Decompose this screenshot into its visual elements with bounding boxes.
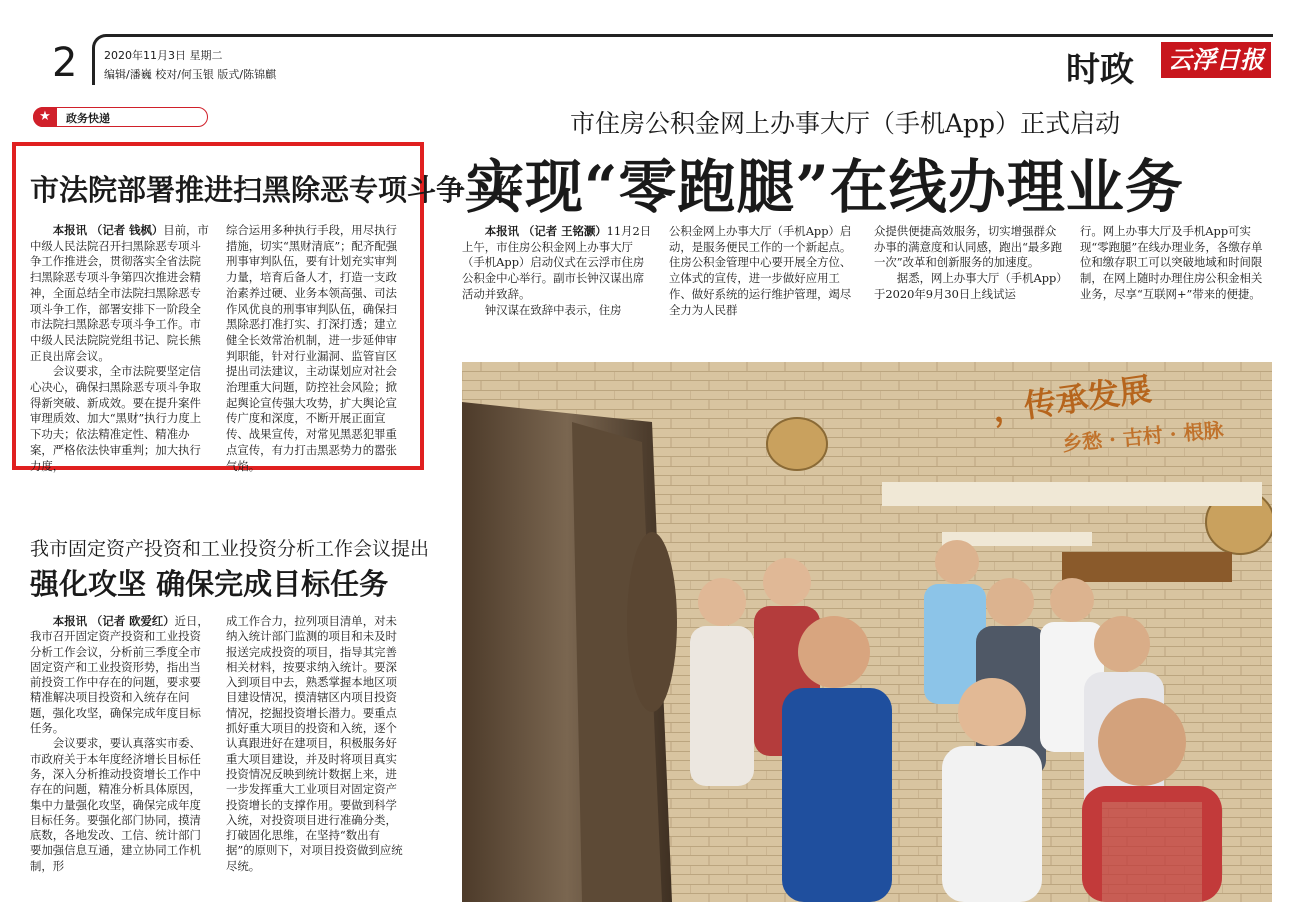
paragraph-text: 11月2日上午，市住房公积金网上办事大厅（手机App）启动仪式在云浮市住房公积金中心举行。副市长钟汉谋出席活动并致辞。 bbox=[462, 224, 652, 301]
article-body-column bbox=[1080, 224, 1272, 303]
issue-date: 2020年11月3日 星期二 bbox=[104, 49, 223, 62]
article-body-column bbox=[30, 223, 212, 474]
paragraph bbox=[462, 224, 654, 303]
paragraph-text: 目前，市中级人民法院召开扫黑除恶专项斗争工作推进会，贯彻落实全省法院扫黑除恶专项斗争第四次推进会精神，全面总结全市法院扫黑除恶专项斗争工作，部署安排下一阶段全市法院扫黑除恶专项斗争工作。市中级人民法院院党组书记、院长熊正良出席会议。 bbox=[30, 223, 209, 363]
paragraph: 会议要求，全市法院要坚定信心决心，确保扫黑除恶专项斗争取得新突破、新成效。要在提升案件审理质效、加大“黑财”执行力度上下功夫；依法精准定性、精准办案，严格依法快审重判；加大执行力度， bbox=[30, 364, 202, 473]
article-body-column bbox=[226, 223, 408, 474]
news-photo bbox=[462, 362, 1272, 902]
editorial-staff: 编辑/潘巍 校对/何玉银 版式/陈锦麒 bbox=[104, 68, 277, 81]
paragraph: 众提供便捷高效服务，切实增强群众办事的满意度和认同感，跑出“最多跑一次”改革和创新服务的加速度。 bbox=[874, 224, 1063, 270]
article-title[interactable]: 强化攻坚 确保完成目标任务 bbox=[30, 567, 389, 601]
newspaper-masthead-logo: 云浮日报 bbox=[1161, 42, 1271, 78]
section-title: 时政 bbox=[1066, 50, 1134, 90]
paragraph: 成工作合力，拉列项目清单，对未纳入统计部门监测的项目和未及时报送完成投资的项目，指导其完善相关材料，按要求纳入统计。要深入到项目中去，熟悉掌握本地区项目建设情况，摸清辖区内项目投资情况，挖掘投资增长潜力。要重点抓好重大项目的投资和入统，逐个认真跟进好在建项目，积极服务好重大项目建设，并及时将项目真实投资情况反映到统计数据上来，进一步发挥重大工业项目对固定资产投资增长的支撑作用。要做到科学入统，对投资项目进行准确分类，打破固化思维，在坚持“数出有据”的原则下，对项目投资做到应统尽统。 bbox=[226, 614, 403, 873]
paragraph: 公积金网上办事大厅（手机App）启动，是服务便民工作的一个新起点。住房公积金管理中心要开展全方位、立体式的宣传，进一步做好应用工作、做好系统的运行维护管理，竭尽全力为人民群 bbox=[669, 224, 852, 317]
column-label bbox=[33, 107, 208, 127]
article-body-column bbox=[874, 224, 1064, 303]
paragraph: 钟汉谋在致辞中表示，住房 bbox=[484, 302, 622, 317]
article-body-column bbox=[462, 224, 654, 318]
paragraph: 综合运用多种执行手段，用尽执行措施，切实“黑财清底”；配齐配强刑事审判队伍，要有计划充实审判力量，培育后备人才，打造一支政治素养过硬、业务本领高强、司法作风优良的刑事审判队伍，确保扫黑除恶打准打实、打深打透；建立健全长效常治机制，进一步延伸审判职能，针对行业漏洞、监管盲区提出司法建议，主动谋划应对社会治理重大问题，防控社会风险；掀起舆论宣传强大攻势，扩大舆论宣传广度和深度，不断开展正面宣传、战果宣传，对常见黑恶犯罪重点宣传，有力打击黑恶势力的嚣张气焰。 bbox=[226, 223, 398, 473]
article-body-column bbox=[30, 614, 212, 874]
byline: 本报讯 （记者 王铭灏） bbox=[484, 224, 607, 238]
main-headline[interactable]: 实现“零跑腿”在线办理业务 bbox=[466, 153, 1184, 221]
paragraph bbox=[30, 614, 212, 736]
article-subtitle: 我市固定资产投资和工业投资分析工作会议提出 bbox=[30, 538, 430, 560]
paragraph-text: 近日，我市召开固定资产投资和工业投资分析工作会议，分析前三季度全市固定资产和工业投资形势，指出当前投资工作中存在的问题，要求要精准解决项目投资和入统存在问题，强化攻坚，确保完成年度目标任务。 bbox=[30, 614, 209, 736]
wall-text: ，传承发展 bbox=[989, 369, 1154, 430]
article-title[interactable]: 市法院部署推进扫黑除恶专项斗争工作 bbox=[30, 173, 524, 207]
paragraph: 会议要求，要认真落实市委、市政府关于本年度经济增长目标任务，深入分析推动投资增长工作中存在的问题，精准分析具体原因，集中力量强化攻坚，确保完成年度目标任务。要强化部门协同，摸清底数，各地发改、工信、统计部门要加强信息互通，建立协同工作机制，形 bbox=[30, 736, 201, 873]
paragraph: 据悉，网上办事大厅（手机App）于2020年9月30日上线试运 bbox=[874, 271, 1062, 301]
article-body-column bbox=[226, 614, 408, 874]
star-icon: ★ bbox=[33, 107, 57, 127]
wall-text: 乡愁 · 古村 · 根脉 bbox=[1061, 417, 1225, 456]
page-number: 2 bbox=[52, 40, 78, 86]
article-body-column bbox=[669, 224, 859, 318]
byline: 本报讯 （记者 欧爱红） bbox=[52, 614, 175, 628]
main-subtitle: 市住房公积金网上办事大厅（手机App）正式启动 bbox=[570, 109, 1121, 138]
paragraph: 行。网上办事大厅及手机App可实现“零跑腿”在线办理业务，各缴存单位和缴存职工可以突破地域和时间限制，在网上随时办理住房公积金相关业务，尽享“互联网+”带来的便捷。 bbox=[1080, 224, 1263, 301]
column-label-text: 政务快递 bbox=[66, 112, 110, 125]
paragraph bbox=[30, 223, 212, 364]
byline: 本报讯 （记者 钱枫） bbox=[52, 223, 164, 237]
